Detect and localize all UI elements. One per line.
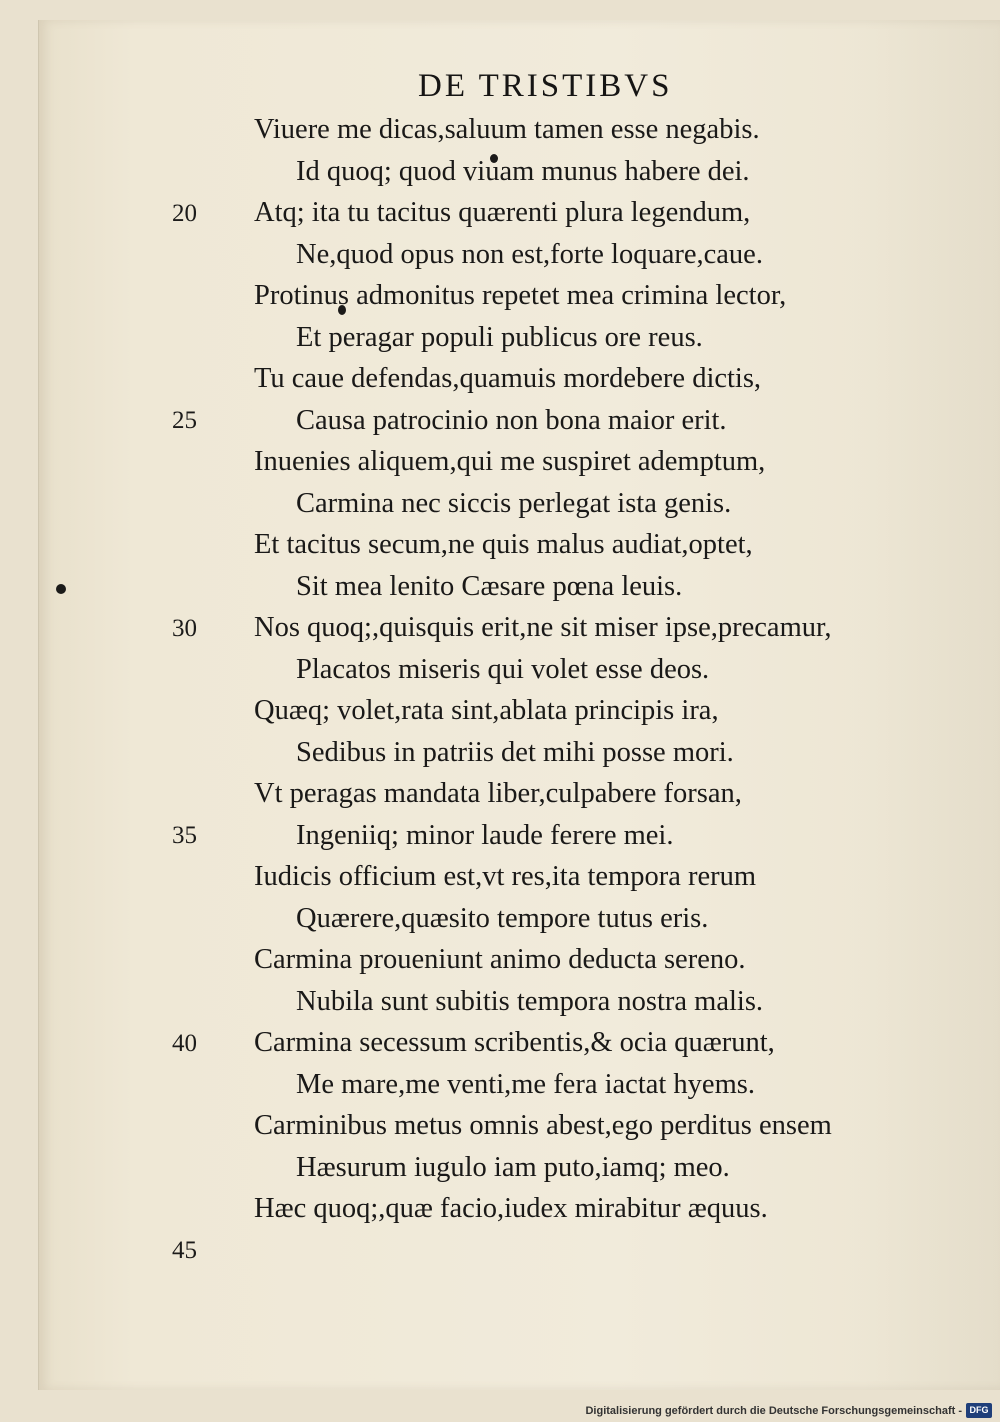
verse-line: Atq; ita tu tacitus quærenti plura legendum, [254,197,751,228]
running-head: DE TRISTIBVS [418,68,673,104]
verse-line: Ne,quod opus non est,forte loquare,caue. [296,239,763,270]
verse-line: Me mare,me venti,me fera iactat hyems. [296,1069,755,1100]
dfg-logo: DFG [966,1403,992,1418]
line-number: 20 [172,200,197,227]
verse-line: Placatos miseris qui volet esse deos. [296,654,710,685]
line-number: 35 [172,822,197,849]
verse-line: Sedibus in patriis det mihi posse mori. [296,737,734,768]
verse-line: Quærere,quæsito tempore tutus eris. [296,903,709,934]
line-number: 40 [172,1030,197,1057]
verse-line: Nos quoq;,quisquis erit,ne sit miser ipse,precamur, [254,612,832,643]
verse-line: Vt peragas mandata liber,culpabere forsan, [254,778,742,809]
verse-line: Et tacitus secum,ne quis malus audiat,optet, [254,529,753,560]
verse-line: Protinus admonitus repetet mea crimina lector, [254,280,787,311]
digitization-credit: Digitalisierung gefördert durch die Deutsche Forschungsgemeinschaft - [585,1405,962,1417]
verse-line: Viuere me dicas,saluum tamen esse negabis. [254,114,760,145]
line-number: 45 [172,1237,197,1264]
verse-line: Iudicis officium est,vt res,ita tempora rerum [254,861,757,892]
verse-line: Hæc quoq;,quæ facio,iudex mirabitur æquus. [254,1193,768,1224]
verse-line: Carmina secessum scribentis,& ocia quærunt, [254,1027,775,1058]
verse-line: Hæsurum iugulo iam puto,iamq; meo. [296,1152,730,1183]
verse-line: Carmina proueniunt animo deducta sereno. [254,944,746,975]
verse-line: Ingeniiq; minor laude ferere mei. [296,820,674,851]
verse-line: Inuenies aliquem,qui me suspiret ademptum, [254,446,766,477]
line-number: 25 [172,407,197,434]
verse-line: Nubila sunt subitis tempora nostra malis. [296,986,764,1017]
verse-line: Id quoq; quod viuam munus habere dei. [296,156,750,187]
line-number: 30 [172,615,197,642]
ink-spot [56,584,66,594]
verse-line: Causa patrocinio non bona maior erit. [296,405,727,436]
verse-line: Et peragar populi publicus ore reus. [296,322,703,353]
verse-line: Tu caue defendas,quamuis mordebere dictis, [254,363,762,394]
verse-line: Quæq; volet,rata sint,ablata principis ira, [254,695,719,726]
verse-line: Carminibus metus omnis abest,ego perditus ensem [254,1110,832,1141]
verse-line: Sit mea lenito Cæsare pœna leuis. [296,571,683,602]
verse-line: Carmina nec siccis perlegat ista genis. [296,488,732,519]
